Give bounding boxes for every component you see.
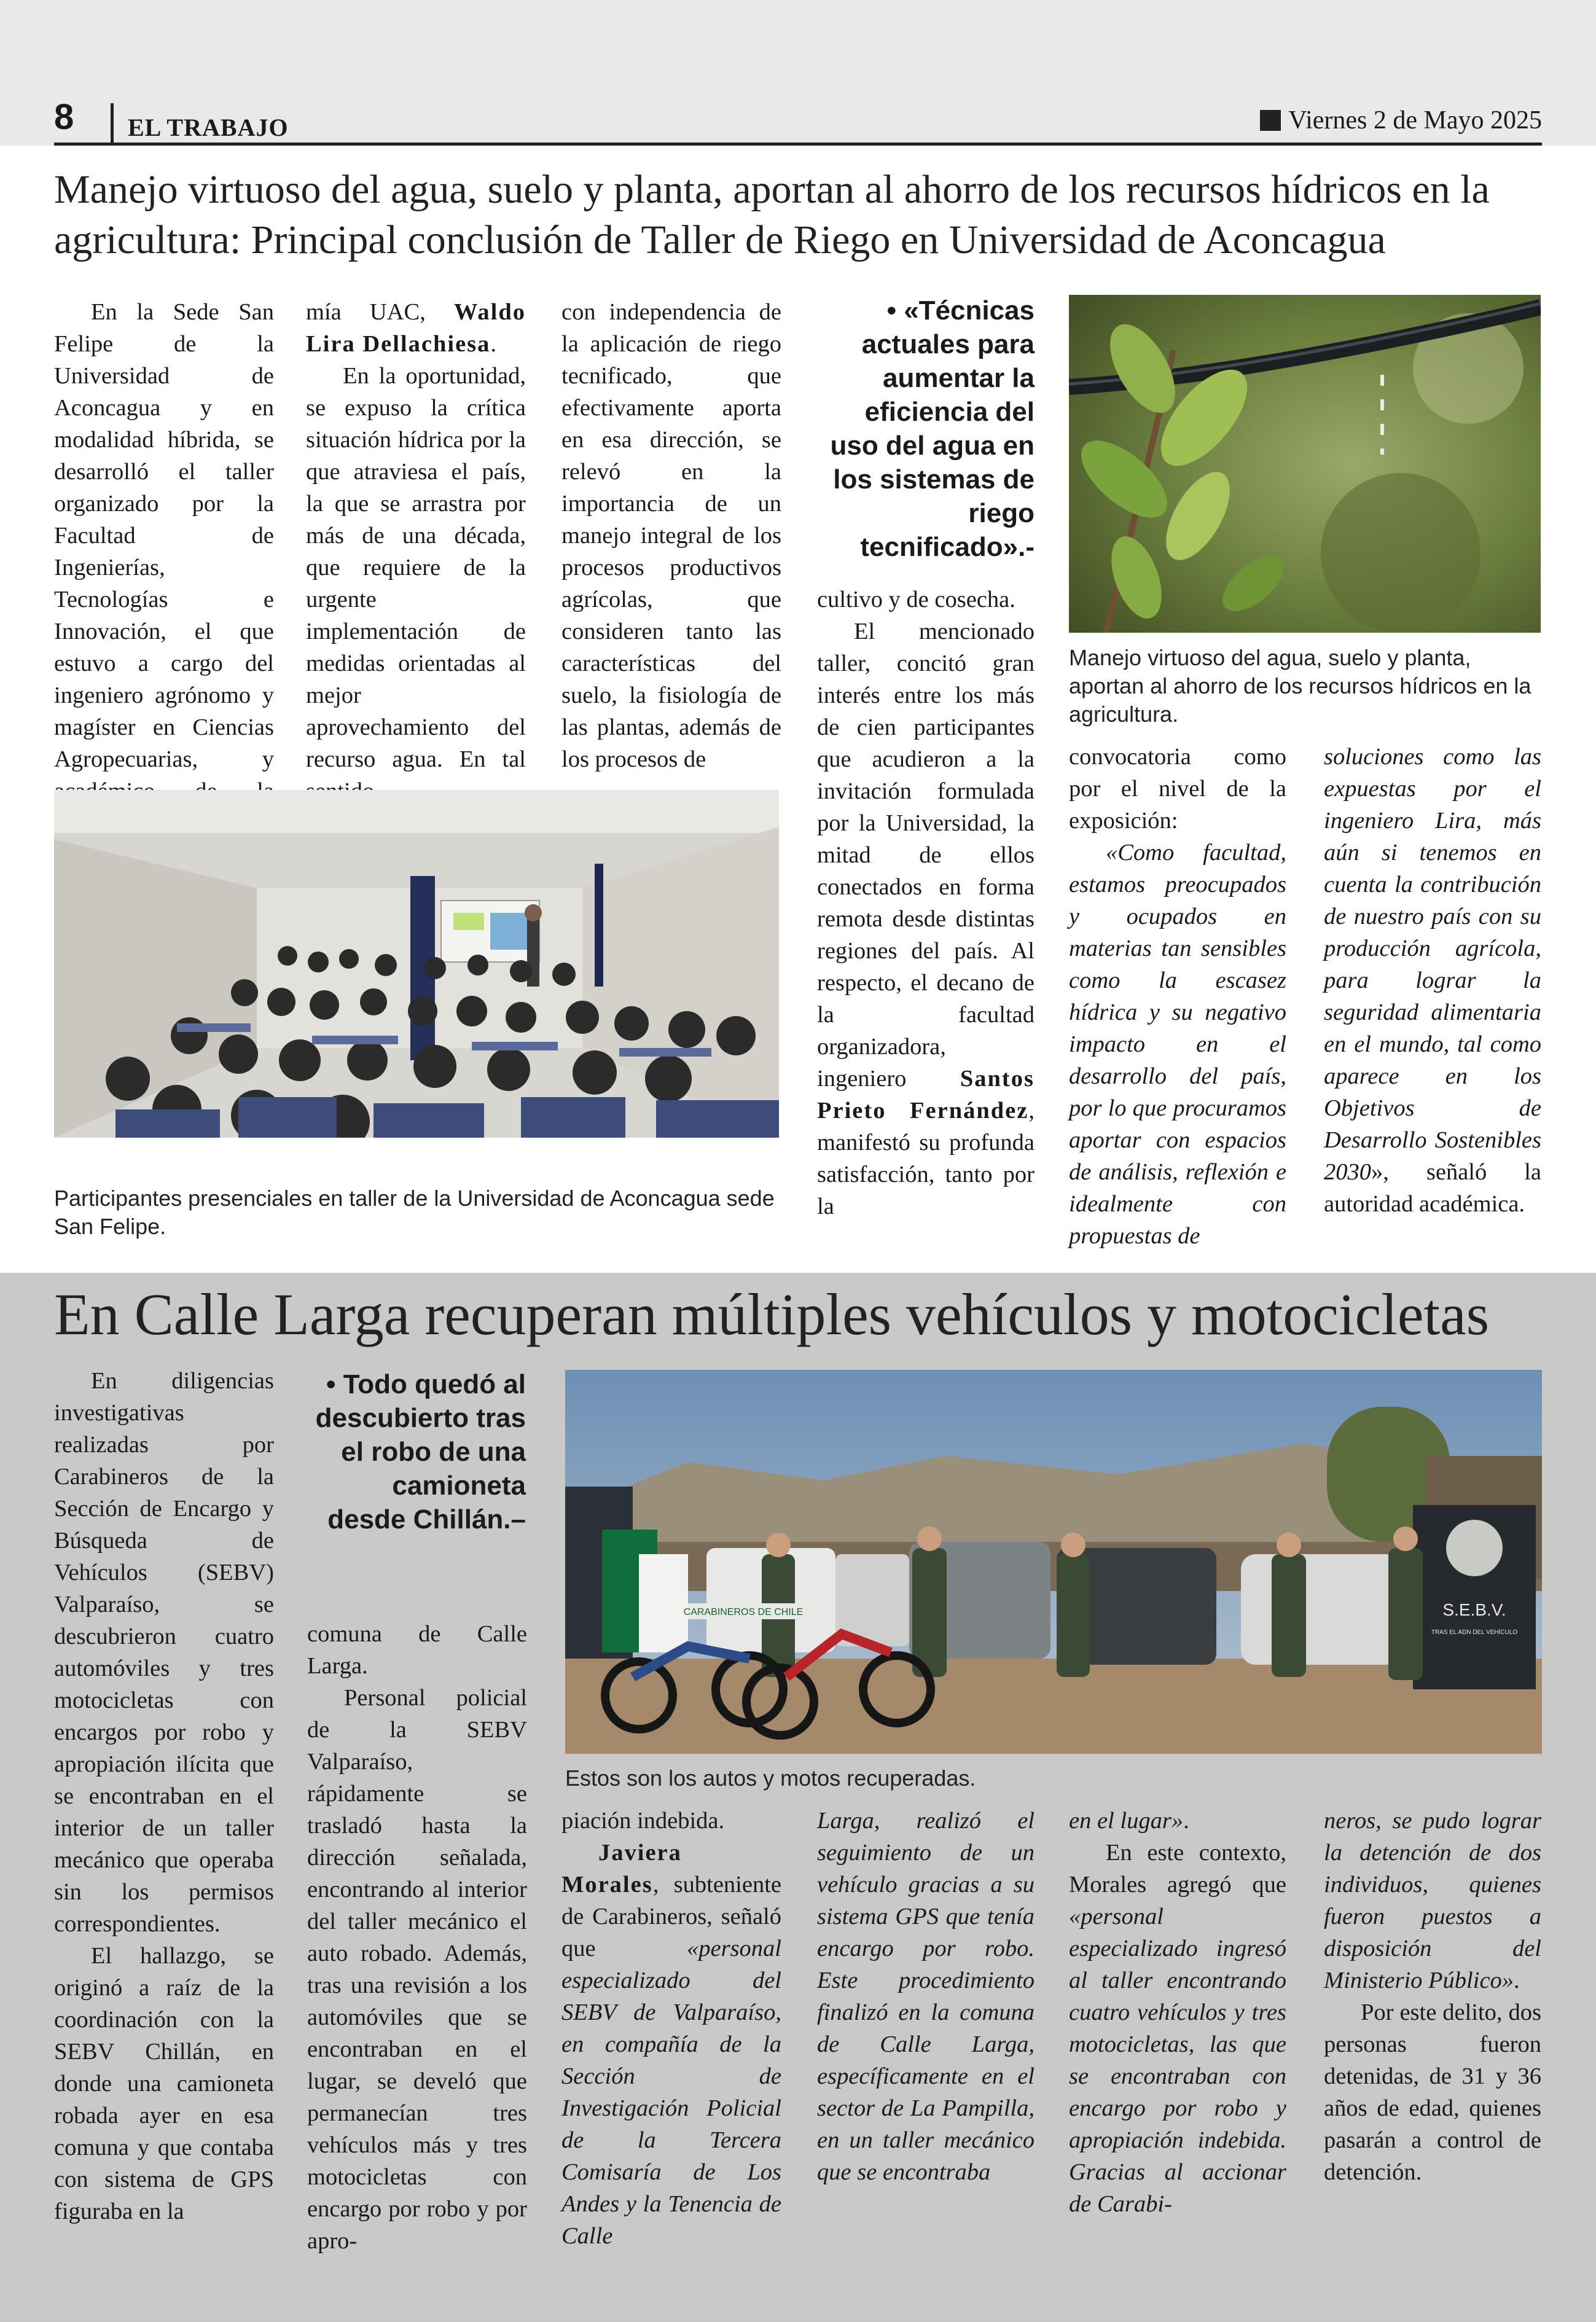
article2-col5-quote: «personal especializado ingresó al taller encontrando cuatro vehículos y tres motocicletas, las que se encontraban con encargo por robo y apropiación indebida. Gracias al accionar de Carabi- — [1069, 1904, 1286, 2217]
vehicles-photo-caption: Estos son los autos y motos recuperadas. — [565, 1765, 976, 1791]
article2-col6 — [1324, 1805, 1541, 2188]
page-header — [0, 0, 1596, 144]
article1-col5 — [1069, 741, 1286, 1252]
article1-col6 — [1324, 741, 1541, 1220]
issue-date-text: Viernes 2 de Mayo 2025 — [1288, 106, 1542, 135]
article1-col1-text: En la Sede San Felipe de la Universidad de Aconcagua y en modalidad híbrida, se desarrolló el taller organizado por la Facultad de Ingenierías, Tecnologías e Innovación, el que estuvo a cargo del ingeniero agrónomo y magíster en Ciencias Agropecuarias, y — [54, 299, 274, 772]
article2-col5-p1 — [1069, 1805, 1286, 1837]
dean-name: Santos Prieto Fernández — [817, 1066, 1035, 1124]
article1-col4-text-end: , manifestó su profunda satisfacción, tanto por la — [817, 1098, 1035, 1219]
officer-name: Javiera Morales — [561, 1840, 682, 1898]
article1-col5-p1: convocatoria como por el nivel de la exposición: — [1069, 744, 1286, 834]
article2-pullquote: • Todo quedó al descubierto tras el robo de una camioneta desde Chillán.– — [315, 1369, 526, 1534]
article1-col4-p1: cultivo y de cosecha. — [817, 587, 1015, 612]
sebv-sign-label: S.E.B.V. — [1442, 1600, 1506, 1619]
article1-col2-p1 — [306, 296, 526, 360]
article2-col3 — [561, 1805, 781, 2252]
article1-col6-p1 — [1324, 741, 1541, 1220]
article1-pullquote: • «Técnicas actuales para aumentar la eficiencia del uso del agua en los sistemas de riego tecnificado».- — [830, 295, 1035, 562]
classroom-photo-caption: Participantes presenciales en taller de la Universidad de Aconcagua sede San Felipe. — [54, 1186, 775, 1239]
article2-col6-p1 — [1324, 1805, 1541, 1996]
article2-col5-quote-a: en el lugar» — [1069, 1808, 1184, 1834]
article2-col4 — [817, 1805, 1035, 2188]
article1-col2 — [306, 296, 526, 807]
article2-col5-punct: . — [1183, 1808, 1189, 1834]
article1-col1 — [54, 296, 274, 839]
article1-col2-text: mía UAC, — [306, 299, 455, 325]
carabineros-banner: CARABINEROS DE CHILE — [683, 1607, 804, 1617]
sebv-sign-sub: TRAS EL ADN DEL VEHÍCULO — [1431, 1629, 1518, 1636]
article2-headline: En Calle Larga recuperan múltiples vehículos y motocicletas — [54, 1281, 1490, 1347]
article2-col6-quote: neros, se pudo lograr la detención de dos individuos, quienes fueron puestos a disposición del Ministerio Público» — [1324, 1808, 1541, 1993]
article1-col4 — [817, 584, 1035, 1222]
article2-col2-p1: comuna de Calle Larga. — [307, 1621, 527, 1679]
publication-name: EL TRABAJO — [128, 114, 289, 141]
article2-col1-p1: En diligencias investigativas realizadas por Carabineros de la Sección de Encargo y Búsqueda de Vehículos (SEBV) Valparaíso, se descubrieron cuatro automóviles y tres motocicletas con encargos por robo y apropiación ilícita que se encontraban en el interior de un taller mecánico que operaba sin los permisos correspondientes. — [54, 1368, 274, 1937]
article1-col6-end: », señaló la autoridad académica. — [1324, 1159, 1541, 1217]
article2-col1-p2: El hallazgo, se originó a raíz de la coordinación con la SEBV Chillán, en donde una camioneta robada ayer en esa comuna y que contaba con sistema de GPS figuraba en la — [54, 1943, 274, 2224]
header-divider — [111, 103, 114, 145]
article1-col3 — [561, 296, 781, 775]
article2-col3-p1: piación indebida. — [561, 1808, 725, 1834]
issue-date — [1260, 106, 1542, 135]
article1-col2-punct: . — [490, 331, 497, 357]
article2-col3-text: , subteniente de Carabineros, señaló que — [561, 1872, 781, 1961]
article2-col5 — [1069, 1805, 1286, 2220]
article2-col3-quote: «personal especializado del SEBV de Valparaíso, en compañía de la Sección de Investigación Policial de la Tercera Comisaría de Los Andes y la Tenencia de Calle — [561, 1936, 781, 2249]
irrigation-photo-caption: Manejo virtuoso del agua, suelo y planta, aportan al ahorro de los recursos hídricos en la agricultura. — [1069, 645, 1531, 727]
article2-col1 — [54, 1365, 274, 2227]
article1-col5-quote: «Como facultad, estamos preocupados y ocupados en materias tan sensibles como la escasez hídrica y su negativo impacto en el desarrollo del país, por lo que procuramos aportar con espacios de análisis, reflexión e idealmente con propuestas de — [1069, 840, 1286, 1249]
article1-col4-p2 — [817, 616, 1035, 1222]
article2-col2 — [307, 1618, 527, 2257]
irrigation-photo — [1069, 295, 1541, 633]
square-bullet-icon — [1260, 110, 1281, 131]
article2-col4-quote: Larga, realizó el seguimiento de un vehículo gracias a su sistema GPS que tenía encargo por robo. Este procedimiento finalizó en la comuna de Calle Larga, específicamente en el sector de La Pampilla, en un taller mecánico que se encontraba — [817, 1808, 1035, 2185]
article1-col4-text: El mencionado taller, concitó gran interés entre los más de cien participantes que acudieron a la invitación formulada por la Universidad, la mitad de ellos conectados en forma remota desde distintas regiones del país. Al respecto, el decano de la facultad organizadora, ingeniero — [817, 619, 1035, 1092]
article2-col6-p2: Por este delito, dos personas fueron detenidas, de 31 y 36 años de edad, quienes pasarán a control de detención. — [1324, 2000, 1541, 2185]
article2-col5-text: En este contexto, Morales agregó que — [1069, 1840, 1286, 1898]
article2-col6-punct: . — [1514, 1968, 1520, 1993]
vehicles-photo — [565, 1370, 1542, 1754]
article2-col3-p2 — [561, 1837, 781, 2252]
article1-headline: Manejo virtuoso del agua, suelo y planta, aportan al ahorro de los recursos hídricos en la agricultura: Principal conclusión de Taller de Riego en Universidad de Aconcagua — [54, 167, 1490, 262]
author-name: Waldo Lira Dellachiesa — [306, 299, 526, 357]
article2-col5-p2 — [1069, 1837, 1286, 2220]
article2-col2-p2: Personal policial de la SEBV Valparaíso, rápidamente se trasladó hasta la dirección señalada, encontrando al interior del taller mecánico el auto robado. Además, tras una revisión a los automóviles que se encontraban en el lugar, se develó que permanecían tres vehículos más y tres motocicletas con encargo por robo y por apro- — [307, 1685, 527, 2254]
article1-col3-text: con independencia de la aplicación de riego tecnificado, que efectivamente aporta en esa dirección, se relevó en la importancia de un manejo integral de los procesos productivos agrícolas, que consideren tanto las características del suelo, la fisiología de las plantas, además de los procesos de — [561, 299, 781, 772]
classroom-photo — [54, 790, 779, 1138]
page-number: 8 — [54, 97, 74, 137]
article1-col2-p2: En la oportunidad, se expuso la crítica situación hídrica por la que atraviesa el país, la que se arrastra por más de una década, que requiere de la urgente implementación de medidas orientadas al mejor aprovechamiento del recurso agua. En tal — [306, 363, 526, 772]
article1-col6-quote: soluciones como las expuestas por el ingeniero Lira, más aún si tenemos en cuenta la contribución de nuestro país con su producción agrícola, para lograr la seguridad alimentaria en el mundo, tal como aparece en los Objetivos de Desarrollo Sostenibles 2030 — [1324, 744, 1541, 1185]
